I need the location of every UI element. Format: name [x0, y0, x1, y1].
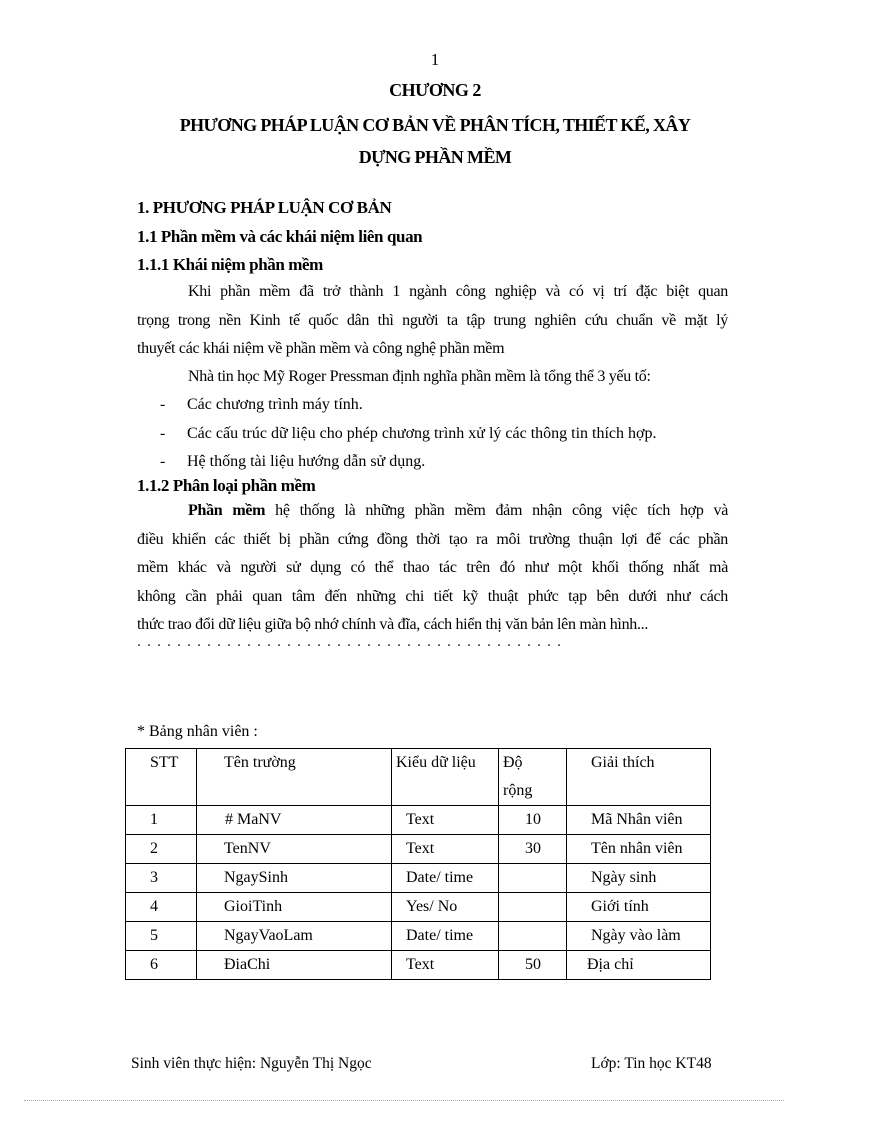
heading-1: 1. PHƯƠNG PHÁP LUẬN CƠ BẢN [137, 198, 392, 217]
list-item: - Hệ thống tài liệu hướng dẫn sử dụng. [160, 453, 426, 470]
list-item: - Các cấu trúc dữ liệu cho phép chương trình xử lý các thông tin thích hợp. [160, 424, 657, 442]
chapter-label: CHƯƠNG 2 [389, 80, 481, 100]
paragraph-line: thuyết các khái niệm về phần mềm và công nghệ phần mềm [137, 340, 505, 357]
paragraph-line: trọng trong nền Kinh tế quốc dân thì người ta tập trung nghiên cứu chuẩn về mặt lý [137, 311, 728, 329]
page-number: 1 [430, 50, 440, 69]
footer-class: Lớp: Tin học KT48 [591, 1055, 712, 1072]
header-cell: STT [126, 749, 197, 806]
paragraph-software-types [137, 497, 728, 640]
paragraph-line: thức trao đổi dữ liệu giữa bộ nhớ chính và đĩa, cách hiển thị văn bản lên màn hình... [137, 616, 649, 633]
paragraph-line: không cần phải quan tâm đến những chi tiết kỹ thuật phức tạp bên dưới như cách [137, 587, 728, 605]
chapter-title [140, 109, 730, 173]
heading-1-1: 1.1 Phần mềm và các khái niệm liên quan [137, 227, 423, 246]
page-bottom-rule [24, 1100, 784, 1101]
list-item: - Các chương trình máy tính. [160, 396, 363, 413]
paragraph-line: Phần mềm hệ thống là những phần mềm đảm nhận công việc tích hợp và [188, 502, 728, 519]
lead-term: Phần mềm [188, 502, 266, 519]
header-cell: Tên trường [197, 749, 392, 806]
chapter-title-line-2: DỰNG PHẦN MỀM [358, 147, 512, 167]
paragraph-line: Khi phần mềm đã trở thành 1 ngành công nghiệp và có vị trí đặc biệt quan [188, 283, 728, 300]
heading-1-1-1: 1.1.1 Khái niệm phần mềm [137, 255, 323, 274]
header-cell: Giải thích [567, 749, 711, 806]
paragraph-software-concept [137, 278, 728, 364]
chapter-title-line-1: PHƯƠNG PHÁP LUẬN CƠ BẢN VỀ PHÂN TÍCH, THIẾT KẾ, XÂY [179, 115, 691, 135]
table-row: 5 NgayVaoLam Date/ time Ngày vào làm [126, 922, 711, 951]
table-row: 1 # MaNV Text 10 Mã Nhân viên [126, 806, 711, 835]
table-row: 4 GioiTinh Yes/ No Giới tính [126, 893, 711, 922]
table-row: 2 TenNV Text 30 Tên nhân viên [126, 835, 711, 864]
table-header-row [126, 749, 711, 806]
header-cell: Kiểu dữ liệu [392, 749, 499, 806]
heading-1-1-2: 1.1.2 Phân loại phần mềm [137, 476, 316, 495]
footer-student: Sinh viên thực hiện: Nguyễn Thị Ngọc [131, 1055, 372, 1072]
software-elements-list [160, 391, 720, 477]
table-row: 6 ĐiaChi Text 50 Địa chỉ [126, 951, 711, 980]
paragraph-line: mềm khác và người sử dụng có thể thao tác trên đó như một khối thống nhất mà [137, 559, 728, 576]
table-row: 3 NgaySinh Date/ time Ngày sinh [126, 864, 711, 893]
table-caption: * Bảng nhân viên : [137, 723, 258, 740]
paragraph-line: điều khiển các thiết bị phần cứng đồng thời tạo ra môi trường thuận lợi để các phần [137, 530, 728, 548]
header-cell: Độ rộng [499, 749, 567, 806]
paragraph-pressman [137, 363, 728, 392]
cropped-text-line: . . . . . . . . . . . . . . . . . . . . . . . . . . . . . . . . . . . . . . . . . . . [137, 633, 562, 650]
employee-table [125, 748, 711, 980]
paragraph-line: Nhà tin học Mỹ Roger Pressman định nghĩa phần mềm là tổng thể 3 yếu tố: [188, 368, 651, 385]
